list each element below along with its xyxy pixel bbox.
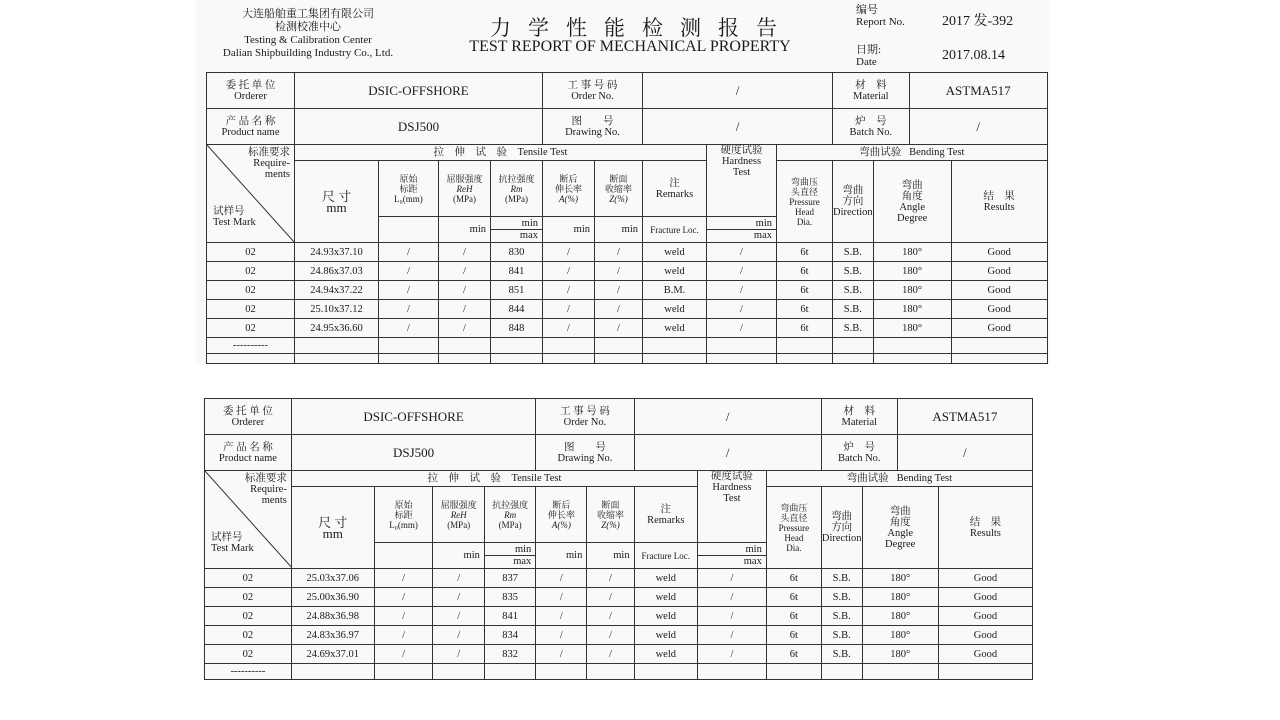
table-row — [207, 243, 1048, 262]
result-cell: Good — [951, 262, 1047, 281]
yield-cell: / — [433, 645, 484, 664]
order-no-label: 工 事 号 码 Order No. — [543, 73, 643, 109]
test-mark-cell: 02 — [207, 319, 295, 338]
results-header: 结 果 Results — [938, 487, 1032, 569]
gauge-cell: / — [379, 281, 439, 300]
tensile-cell: 830 — [491, 243, 543, 262]
tensile-cell: 848 — [491, 319, 543, 338]
tensile-cell: 835 — [484, 588, 535, 607]
reduction-cell: / — [595, 300, 643, 319]
table-row — [205, 626, 1033, 645]
size-header: 尺 寸 mm — [295, 161, 379, 243]
test-group-row — [205, 471, 1033, 487]
reduction-cell: / — [595, 319, 643, 338]
fracture-loc-label: Fracture Loc. — [634, 543, 697, 569]
elongation-cell: / — [543, 243, 595, 262]
gauge-cell: / — [379, 319, 439, 338]
angle-cell: 180° — [873, 281, 951, 300]
fracture-cell: weld — [634, 626, 697, 645]
gauge-unit — [379, 217, 439, 243]
hardness-test-header: 硬度试验 Hardness Test — [707, 145, 777, 217]
hardness-cell: / — [707, 319, 777, 338]
direction-cell: S.B. — [833, 300, 874, 319]
yield-cell: / — [439, 319, 491, 338]
direction-cell: S.B. — [833, 243, 874, 262]
material-value: ASTMA517 — [897, 399, 1032, 435]
gauge-cell: / — [379, 243, 439, 262]
cut-row — [207, 354, 1048, 364]
pressure-head-cell: 6t — [777, 319, 833, 338]
angle-cell: 180° — [873, 243, 951, 262]
test-mark-cell: 02 — [207, 300, 295, 319]
orderer-value: DSIC-OFFSHORE — [295, 73, 543, 109]
pressure-head-cell: 6t — [777, 262, 833, 281]
hardness-cell: / — [698, 569, 767, 588]
drawing-value: / — [643, 109, 833, 145]
yield-cell: / — [433, 607, 484, 626]
angle-cell: 180° — [862, 607, 938, 626]
fracture-cell: weld — [634, 569, 697, 588]
table-row — [207, 319, 1048, 338]
yield-cell: / — [439, 243, 491, 262]
date-value: 2017.08.14 — [942, 48, 1005, 63]
hardness-cell: / — [698, 626, 767, 645]
gauge-cell: / — [374, 569, 433, 588]
pressure-head-cell: 6t — [766, 569, 821, 588]
gauge-cell: / — [374, 626, 433, 645]
elongation-cell: / — [543, 281, 595, 300]
yield-cell: / — [433, 569, 484, 588]
hardness-test-header: 硬度试验 Hardness Test — [698, 471, 767, 543]
reduction-min: min — [595, 217, 643, 243]
size-cell: 24.93x37.10 — [295, 243, 379, 262]
reduction-cell: / — [587, 645, 634, 664]
hardness-minmax: min max — [698, 543, 767, 569]
fracture-cell: B.M. — [643, 281, 707, 300]
yield-min: min — [433, 543, 484, 569]
reduction-cell: / — [587, 588, 634, 607]
gauge-header: 原始 标距 L₀(mm) — [379, 161, 439, 217]
table-row — [207, 262, 1048, 281]
test-table-2 — [204, 398, 1033, 680]
tensile-cell: 832 — [484, 645, 535, 664]
yield-cell: / — [433, 588, 484, 607]
reduction-min: min — [587, 543, 634, 569]
size-cell: 24.95x36.60 — [295, 319, 379, 338]
yield-cell: / — [439, 281, 491, 300]
product-value: DSJ500 — [291, 435, 535, 471]
elong-min: min — [536, 543, 587, 569]
elongation-cell: / — [543, 300, 595, 319]
remarks-header: 注 Remarks — [634, 487, 697, 543]
elongation-header: 断后 伸长率 A(%) — [543, 161, 595, 217]
table-row — [207, 281, 1048, 300]
product-label: 产 品 名 称 Product name — [207, 109, 295, 145]
direction-cell: S.B. — [821, 626, 862, 645]
elongation-cell: / — [543, 319, 595, 338]
reduction-cell: / — [587, 607, 634, 626]
test-group-row — [207, 145, 1048, 161]
order-no-value: / — [643, 73, 833, 109]
reduction-cell: / — [595, 262, 643, 281]
test-mark-label: 试样号 Test Mark — [213, 206, 256, 228]
material-value: ASTMA517 — [909, 73, 1047, 109]
yield-cell: / — [433, 626, 484, 645]
pressure-head-cell: 6t — [766, 588, 821, 607]
reduction-cell: / — [595, 281, 643, 300]
diag-header-cell — [207, 145, 295, 243]
test-mark-cell: 02 — [205, 626, 292, 645]
company-block — [210, 8, 406, 60]
report-no-label-cn: 编号 — [856, 4, 878, 16]
elong-min: min — [543, 217, 595, 243]
pressure-head-header: 弯曲压 头直径 Pressure Head Dia. — [777, 161, 833, 243]
data-rows-1 — [207, 243, 1048, 338]
order-no-value: / — [634, 399, 821, 435]
result-cell: Good — [938, 607, 1032, 626]
product-value: DSJ500 — [295, 109, 543, 145]
column-header-row — [205, 487, 1033, 543]
yield-header: 屈服强度 ReH (MPa) — [433, 487, 484, 543]
pressure-head-header: 弯曲压 头直径 Pressure Head Dia. — [766, 487, 821, 569]
test-table-1 — [206, 72, 1048, 364]
angle-cell: 180° — [873, 319, 951, 338]
order-no-label: 工 事 号 码 Order No. — [536, 399, 634, 435]
direction-cell: S.B. — [833, 262, 874, 281]
size-cell: 25.03x37.06 — [291, 569, 374, 588]
fracture-cell: weld — [643, 300, 707, 319]
direction-cell: S.B. — [833, 281, 874, 300]
test-mark-cell: 02 — [205, 569, 292, 588]
result-cell: Good — [951, 281, 1047, 300]
tensile-cell: 841 — [484, 607, 535, 626]
hardness-cell: / — [707, 243, 777, 262]
report-header — [196, 0, 1050, 72]
date-label — [856, 44, 881, 68]
size-header: 尺 寸 mm — [291, 487, 374, 569]
tensile-minmax: min max — [491, 217, 543, 243]
test-mark-cell: 02 — [207, 281, 295, 300]
hardness-cell: / — [698, 588, 767, 607]
remarks-header: 注 Remarks — [643, 161, 707, 217]
pressure-head-cell: 6t — [777, 281, 833, 300]
elongation-cell: / — [536, 607, 587, 626]
size-cell: 25.00x36.90 — [291, 588, 374, 607]
angle-cell: 180° — [873, 300, 951, 319]
size-cell: 24.94x37.22 — [295, 281, 379, 300]
bending-test-header: 弯曲试验 Bending Test — [766, 471, 1032, 487]
direction-header: 弯曲 方向 Direction — [833, 161, 874, 243]
gauge-unit — [374, 543, 433, 569]
results-header: 结 果 Results — [951, 161, 1047, 243]
result-cell: Good — [951, 300, 1047, 319]
requirements-label: 标准要求 Require- ments — [244, 473, 287, 506]
hardness-cell: / — [707, 262, 777, 281]
yield-cell: / — [439, 262, 491, 281]
fracture-cell: weld — [643, 262, 707, 281]
pressure-head-cell: 6t — [766, 626, 821, 645]
report-no-value: 2017 发-392 — [942, 14, 1014, 29]
size-cell: 24.83x36.97 — [291, 626, 374, 645]
orderer-value: DSIC-OFFSHORE — [291, 399, 535, 435]
batch-label: 炉 号 Batch No. — [833, 109, 910, 145]
batch-value: / — [909, 109, 1047, 145]
company-name-cn: 大连船舶重工集团有限公司 — [242, 8, 374, 20]
table-row — [205, 588, 1033, 607]
tensile-test-header: 拉 伸 试 验 Tensile Test — [295, 145, 707, 161]
test-mark-label: 试样号 Test Mark — [211, 532, 254, 554]
reduction-header: 断面 收缩率 Z(%) — [587, 487, 634, 543]
test-mark-cell: 02 — [207, 262, 295, 281]
report-title-cn: 力学性能检测报告 — [490, 16, 794, 40]
reduction-cell: / — [595, 243, 643, 262]
tensile-minmax: min max — [484, 543, 535, 569]
bending-test-header: 弯曲试验 Bending Test — [777, 145, 1048, 161]
gauge-cell: / — [374, 645, 433, 664]
result-cell: Good — [938, 645, 1032, 664]
date-label-cn: 日期: — [856, 44, 882, 56]
elongation-cell: / — [536, 569, 587, 588]
test-mark-cell: 02 — [205, 588, 292, 607]
angle-cell: 180° — [862, 569, 938, 588]
result-cell: Good — [938, 626, 1032, 645]
result-cell: Good — [951, 319, 1047, 338]
tensile-strength-header: 抗拉强度 Rm (MPa) — [491, 161, 543, 217]
requirements-label: 标准要求 Require- ments — [248, 147, 290, 180]
size-cell: 24.88x36.98 — [291, 607, 374, 626]
tensile-cell: 841 — [491, 262, 543, 281]
data-rows-2 — [205, 569, 1033, 664]
hardness-cell: / — [707, 300, 777, 319]
tensile-cell: 844 — [491, 300, 543, 319]
table-row — [207, 300, 1048, 319]
center-name-en: Testing & Calibration Center — [244, 34, 372, 46]
tensile-strength-header: 抗拉强度 Rm (MPa) — [484, 487, 535, 543]
column-header-row — [207, 161, 1048, 217]
reduction-cell: / — [587, 626, 634, 645]
elongation-cell: / — [536, 645, 587, 664]
report-scan-2 — [202, 398, 1033, 680]
gauge-cell: / — [374, 588, 433, 607]
gauge-cell: / — [379, 262, 439, 281]
table-row — [205, 569, 1033, 588]
fracture-cell: weld — [634, 645, 697, 664]
date-label-en: Date — [856, 56, 877, 68]
test-mark-cell: 02 — [205, 607, 292, 626]
gauge-header: 原始 标距 L₀(mm) — [374, 487, 433, 543]
reduction-cell: / — [587, 569, 634, 588]
fracture-cell: weld — [634, 607, 697, 626]
product-label: 产 品 名 称 Product name — [205, 435, 292, 471]
angle-cell: 180° — [862, 588, 938, 607]
company-name-en: Dalian Shipbuilding Industry Co., Ltd. — [222, 47, 394, 59]
angle-cell: 180° — [873, 262, 951, 281]
pressure-head-cell: 6t — [766, 607, 821, 626]
fracture-loc-label: Fracture Loc. — [643, 217, 707, 243]
elongation-cell: / — [536, 626, 587, 645]
yield-header: 屈服强度 ReH (MPa) — [439, 161, 491, 217]
material-label: 材 料 Material — [833, 73, 910, 109]
fracture-cell: weld — [643, 319, 707, 338]
direction-cell: S.B. — [821, 569, 862, 588]
orderer-label: 委 托 单 位 Orderer — [207, 73, 295, 109]
reduction-header: 断面 收缩率 Z(%) — [595, 161, 643, 217]
pressure-head-cell: 6t — [777, 300, 833, 319]
angle-header: 弯曲 角度 Angle Degree — [873, 161, 951, 243]
direction-cell: S.B. — [833, 319, 874, 338]
fracture-cell: weld — [634, 588, 697, 607]
result-cell: Good — [938, 588, 1032, 607]
dash-cell: ---------- — [205, 664, 292, 680]
tensile-cell: 837 — [484, 569, 535, 588]
direction-cell: S.B. — [821, 588, 862, 607]
drawing-value: / — [634, 435, 821, 471]
pressure-head-cell: 6t — [766, 645, 821, 664]
hardness-cell: / — [698, 607, 767, 626]
batch-value: / — [897, 435, 1032, 471]
direction-header: 弯曲 方向 Direction — [821, 487, 862, 569]
dash-row — [207, 338, 1048, 354]
elongation-cell: / — [536, 588, 587, 607]
orderer-row — [207, 73, 1048, 109]
size-cell: 25.10x37.12 — [295, 300, 379, 319]
test-mark-cell: 02 — [205, 645, 292, 664]
product-row — [207, 109, 1048, 145]
size-cell: 24.69x37.01 — [291, 645, 374, 664]
fracture-cell: weld — [643, 243, 707, 262]
tensile-test-header: 拉 伸 试 验 Tensile Test — [291, 471, 697, 487]
gauge-cell: / — [379, 300, 439, 319]
report-no-label-en: Report No. — [856, 16, 905, 28]
dash-cell: ---------- — [207, 338, 295, 354]
direction-cell: S.B. — [821, 607, 862, 626]
angle-cell: 180° — [862, 626, 938, 645]
report-no-label — [856, 4, 905, 28]
dash-row — [205, 664, 1033, 680]
direction-cell: S.B. — [821, 645, 862, 664]
hardness-minmax: min max — [707, 217, 777, 243]
hardness-cell: / — [707, 281, 777, 300]
angle-header: 弯曲 角度 Angle Degree — [862, 487, 938, 569]
material-label: 材 料 Material — [821, 399, 897, 435]
test-mark-cell: 02 — [207, 243, 295, 262]
hardness-cell: / — [698, 645, 767, 664]
angle-cell: 180° — [862, 645, 938, 664]
table-row — [205, 645, 1033, 664]
report-scan-1 — [196, 0, 1050, 364]
table-row — [205, 607, 1033, 626]
center-name-cn: 检测校准中心 — [275, 21, 341, 33]
elongation-header: 断后 伸长率 A(%) — [536, 487, 587, 543]
orderer-row — [205, 399, 1033, 435]
drawing-label: 图 号 Drawing No. — [536, 435, 634, 471]
orderer-label: 委 托 单 位 Orderer — [205, 399, 292, 435]
size-cell: 24.86x37.03 — [295, 262, 379, 281]
report-title-en: TEST REPORT OF MECHANICAL PROPERTY — [469, 38, 791, 55]
yield-min: min — [439, 217, 491, 243]
diag-header-cell — [205, 471, 292, 569]
result-cell: Good — [951, 243, 1047, 262]
tensile-cell: 834 — [484, 626, 535, 645]
elongation-cell: / — [543, 262, 595, 281]
gauge-cell: / — [374, 607, 433, 626]
yield-cell: / — [439, 300, 491, 319]
drawing-label: 图 号 Drawing No. — [543, 109, 643, 145]
batch-label: 炉 号 Batch No. — [821, 435, 897, 471]
pressure-head-cell: 6t — [777, 243, 833, 262]
result-cell: Good — [938, 569, 1032, 588]
product-row — [205, 435, 1033, 471]
tensile-cell: 851 — [491, 281, 543, 300]
